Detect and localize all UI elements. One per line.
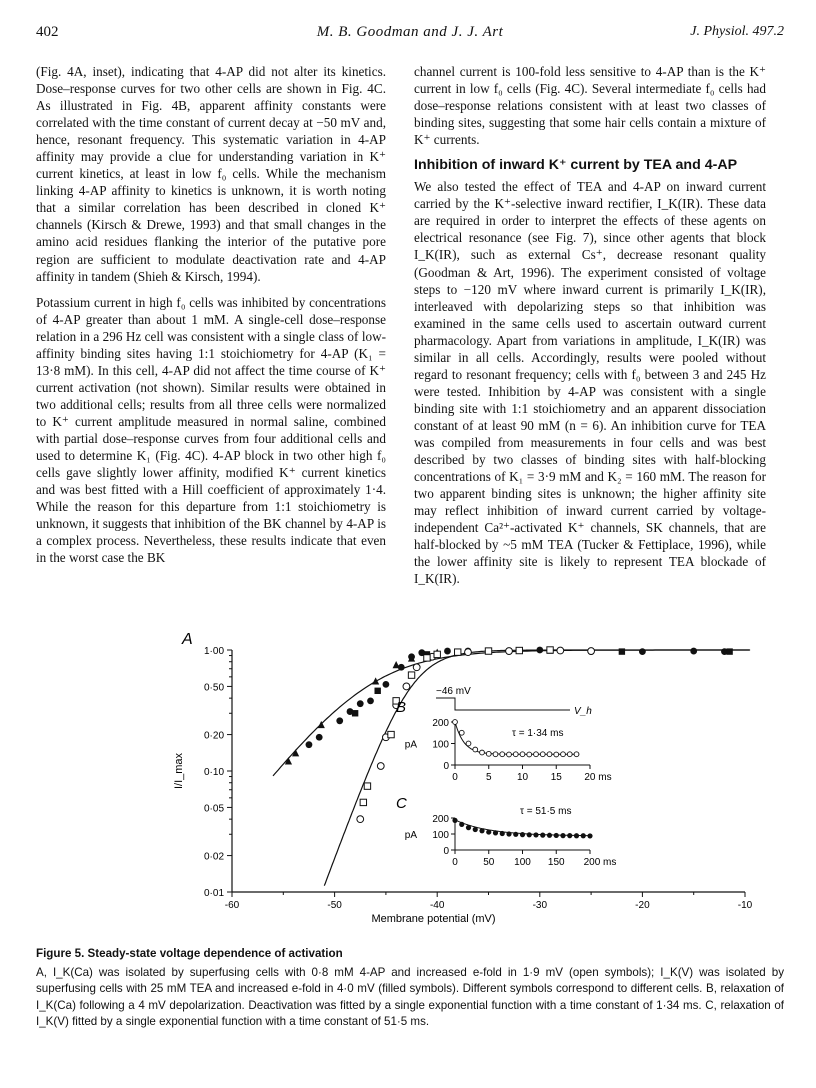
data-point-b [459, 730, 464, 735]
data-point-c [560, 833, 565, 838]
y-axis-label-a: I/I_max [173, 752, 185, 790]
data-point-filled-circle [408, 653, 415, 660]
caption-title: Figure 5. Steady-state voltage dependence of activation [36, 947, 343, 960]
caption-text: A, I_K(Ca) was isolated by superfusing cells with 0·8 mM 4-AP and increased e-fold in 1·9 mV (open symbols); I_K(V) was isolated by superfusing cells with 25 mM TEA and increased e-fold in 4·0 mV (filled symbols). Different symbols correspond to different cells. B, relaxation of I_K(Ca) following a 4 mV depolarization. Deactivation was fitted by a single exponential function with a time constant of 1·34 ms. C, relaxation of I_K(V) fitted by a single exponential function with a time constant of 51·5 ms. [36, 966, 784, 1028]
data-point-c [533, 832, 538, 837]
data-point-open-circle [357, 816, 364, 823]
x-tick-label-a: -60 [224, 900, 240, 911]
section-heading: Inhibition of inward K⁺ current by TEA and 4-AP [414, 157, 738, 174]
data-point-b [493, 752, 498, 757]
y-tick-label-b: 0 [443, 761, 449, 772]
data-point-open-square [455, 649, 461, 655]
data-point-filled-circle [398, 664, 405, 671]
x-tick-label-a: -20 [635, 900, 650, 911]
data-point-open-square [434, 651, 440, 657]
y-tick-label-b: 100 [432, 739, 449, 751]
y-tick-label-a: 1·00 [203, 646, 224, 657]
x-tick-label-b: 0 [452, 772, 458, 783]
page-number: 402 [36, 24, 59, 40]
data-point-open-square [408, 672, 414, 678]
x-tick-label-c: 200 ms [583, 857, 617, 868]
holding-potential-label: V_h [574, 706, 592, 717]
figure-caption [36, 946, 784, 1030]
paragraph: (Fig. 4A, inset), indicating that 4-AP did not alter its kinetics. Dose–response curves for two other cells are shown in Fig. 4C. As illustrated in Fig. 4B, apparent affinity constants were correlated with the time constant of current decay at −50 mV and, hence, resonant frequency. This systematic variation in 4-AP affinity may provide a clue for understanding variation in K⁺ current kinetics, at least in low f₀ cells. While the mechanism linking 4-AP affinity to kinetics is unknown, it is worth noting that a similar correlation has been described in cloned K⁺ channels (Kirsch & Drewe, 1993) and that small changes in the amino acid residues flanking the interior of the putative pore region are sufficient to modulate deactivation rate and 4-AP affinity in tandem (Shieh & Kirsch, 1994). [36, 64, 386, 284]
data-point-c [493, 830, 498, 835]
data-point-c [527, 832, 532, 837]
data-point-open-square [364, 783, 370, 789]
paragraph: channel current is 100-fold less sensitive to 4-AP than is the K⁺ current in low f₀ cells (Fig. 4C). Several intermediate f₀ cells had dose–response relations consistent with at least two classes of binding sites, suggesting that some hair cells contain a mixture of K⁺ currents. [414, 64, 766, 148]
data-point-c [587, 833, 592, 838]
data-point-open-circle [403, 683, 410, 690]
data-point-b [561, 752, 566, 757]
x-tick-label-b: 10 [516, 772, 529, 783]
data-point-filled-circle [367, 697, 374, 704]
x-tick-label-b: 20 ms [584, 772, 612, 783]
data-point-c [540, 833, 545, 838]
x-tick-label-a: -40 [429, 900, 445, 911]
data-point-b [520, 752, 525, 757]
y-tick-label-a: 0·10 [203, 767, 224, 778]
panel-label-c: C [396, 795, 407, 812]
data-point-c [479, 828, 484, 833]
data-point-open-square [516, 647, 522, 653]
y-tick-label-b: 200 [432, 718, 449, 729]
data-point-b [540, 752, 545, 757]
data-point-open-circle [557, 647, 564, 654]
data-point-b [473, 747, 478, 752]
y-tick-label-c: 0 [443, 846, 449, 857]
x-tick-label-c: 100 [514, 857, 531, 868]
data-point-c [574, 833, 579, 838]
data-point-open-square [424, 655, 430, 661]
data-point-b [453, 720, 458, 725]
data-point-c [581, 833, 586, 838]
y-unit-label-c: pA [404, 830, 417, 841]
data-point-c [513, 832, 518, 837]
tau-label-b: τ = 1·34 ms [512, 728, 564, 739]
data-point-open-square [360, 799, 366, 805]
panel-label-b: B [396, 699, 407, 716]
data-point-b [534, 752, 539, 757]
data-point-open-circle [377, 763, 384, 770]
data-point-c [473, 827, 478, 832]
y-tick-label-a: 0·20 [203, 730, 224, 742]
running-authors: M. B. Goodman and J. J. Art [316, 24, 504, 40]
data-point-filled-square [726, 648, 732, 654]
data-point-b [466, 741, 471, 746]
data-point-filled-circle [316, 734, 323, 741]
y-unit-label-b: pA [404, 739, 417, 751]
y-tick-label-c: 200 [432, 814, 449, 825]
data-point-c [567, 833, 572, 838]
right-column [414, 63, 766, 596]
data-point-c [547, 833, 552, 838]
data-point-filled-circle [306, 741, 313, 748]
voltage-protocol-trace [436, 698, 570, 710]
y-tick-label-c: 100 [432, 830, 449, 841]
data-point-c [500, 831, 505, 836]
figure-5 [160, 630, 800, 935]
data-point-c [520, 832, 525, 837]
x-axis-label-a: Membrane potential (mV) [371, 913, 496, 925]
data-point-filled-circle [336, 717, 343, 724]
data-point-triangle [372, 677, 379, 684]
x-tick-label-b: 5 [485, 772, 492, 783]
data-point-open-circle [506, 648, 513, 655]
data-point-c [459, 822, 464, 827]
voltage-step-label: −46 mV [436, 686, 471, 697]
data-point-b [554, 752, 559, 757]
y-tick-label-a: 0·01 [203, 888, 224, 899]
data-point-open-square [485, 648, 491, 654]
data-point-filled-square [352, 710, 358, 716]
x-tick-label-c: 50 [483, 857, 495, 868]
data-point-c [486, 829, 491, 834]
y-tick-label-a: 0·50 [203, 682, 224, 694]
y-tick-label-a: 0·02 [203, 851, 224, 863]
data-point-filled-circle [383, 681, 390, 688]
fit-curve-ikv [273, 650, 750, 776]
data-point-b [513, 752, 518, 757]
page-header [36, 24, 784, 44]
data-point-open-square [388, 731, 394, 737]
y-tick-label-a: 0·05 [203, 803, 224, 815]
data-point-c [554, 833, 559, 838]
paragraph: Potassium current in high f₀ cells was inhibited by concentrations of 4-AP greater than about 1 mM. A single-cell dose–response relation in a 296 Hz cell was consistent with a single class of low-affinity binding sites having 1:1 stoichiometry for 4-AP (K₁ = 13·8 mM). In this cell, 4-AP did not affect the time course of K⁺ current activation (not shown). Similar results were obtained in two additional cells; results from all three cells were normalized to K⁺ current amplitude measured in normal saline, combined with partial dose–response curves from four additional cells and used to determine K₁ (Fig. 4C). 4-AP block in two other high f₀ cells gave slightly lower affinity, modified K⁺ current kinetics and was best fitted with a Hill coefficient of approximately 1·4. While the reason for this departure from 1:1 stoichiometry is unknown, it suggests that inhibition of the BK channel by 4-AP is a complex process. Nevertheless, these results indicate that even in the worst case the BK [36, 294, 386, 566]
left-column [36, 63, 386, 575]
data-point-b [486, 751, 491, 756]
data-point-c [452, 818, 457, 823]
paragraph: We also tested the effect of TEA and 4-AP on inward current carried by the K⁺-selective inward rectifier, I_K(IR). These data are required in order to interpret the effects of these agents on electrical resonance (see Fig. 7), since other agents that block I_K(IR), such as external Cs⁺, decrease resonant quality (Goodman & Art, 1996). The experiment consisted of voltage steps to −120 mV where inward current is primarily I_K(IR), interleaved with depolarizing steps so that inhibition was examined in the same cells used to ascertain outward current pharmacology. Apart from variations in amplitude, I_K(IR) was similar in all cells. Accordingly, results were pooled without regard to resonant frequency; cells with f₀ between 3 and 245 Hz were tested. Inhibition by 4-AP was consistent with a single binding site with 1:1 stoichiometry and an apparent dissociation constant of at least 90 mM (n = 6). An inhibition curve for TEA was compiled from measurements in four cells and was best described by two classes of binding sites with half-blocking concentrations of K₁ = 3·9 mM and K₂ = 160 mM. The reason for two apparent binding sites is unknown; the higher affinity site may reflect inhibition of inward current carried by voltage-independent Ca²⁺-activated K⁺ channels, SK channels, that are half-blocked by ~5 mM TEA (Tucker & Fettiplace, 1996), while the lower affinity site is likely to represent TEA blockade of I_K(IR). [414, 179, 766, 587]
data-point-open-circle [588, 648, 595, 655]
data-point-open-circle [413, 664, 420, 671]
data-point-filled-square [619, 648, 625, 654]
data-point-filled-circle [536, 647, 543, 654]
data-point-b [527, 752, 532, 757]
x-tick-label-c: 150 [547, 857, 565, 868]
data-point-b [567, 752, 572, 757]
x-tick-label-a: -10 [737, 900, 753, 911]
x-tick-label-b: 15 [550, 772, 562, 783]
journal-reference: J. Physiol. 497.2 [690, 24, 784, 39]
data-point-filled-circle [357, 700, 364, 707]
x-tick-label-a: -50 [327, 900, 342, 911]
data-point-b [574, 752, 579, 757]
data-point-c [506, 831, 511, 836]
panel-label-a: A [182, 631, 193, 648]
data-point-b [547, 752, 552, 757]
data-point-filled-circle [639, 648, 646, 655]
tau-label-c: τ = 51·5 ms [520, 806, 572, 817]
data-point-b [480, 750, 485, 755]
x-tick-label-a: -30 [532, 900, 548, 911]
data-point-c [466, 825, 471, 830]
data-point-b [507, 752, 512, 757]
data-point-b [500, 752, 505, 757]
data-point-filled-circle [690, 648, 697, 655]
data-point-filled-circle [444, 648, 451, 655]
figure-5-plots [160, 630, 800, 935]
data-point-open-square [547, 647, 553, 653]
x-tick-label-c: 0 [452, 857, 458, 868]
data-point-open-circle [465, 649, 472, 656]
data-point-filled-square [374, 688, 380, 694]
